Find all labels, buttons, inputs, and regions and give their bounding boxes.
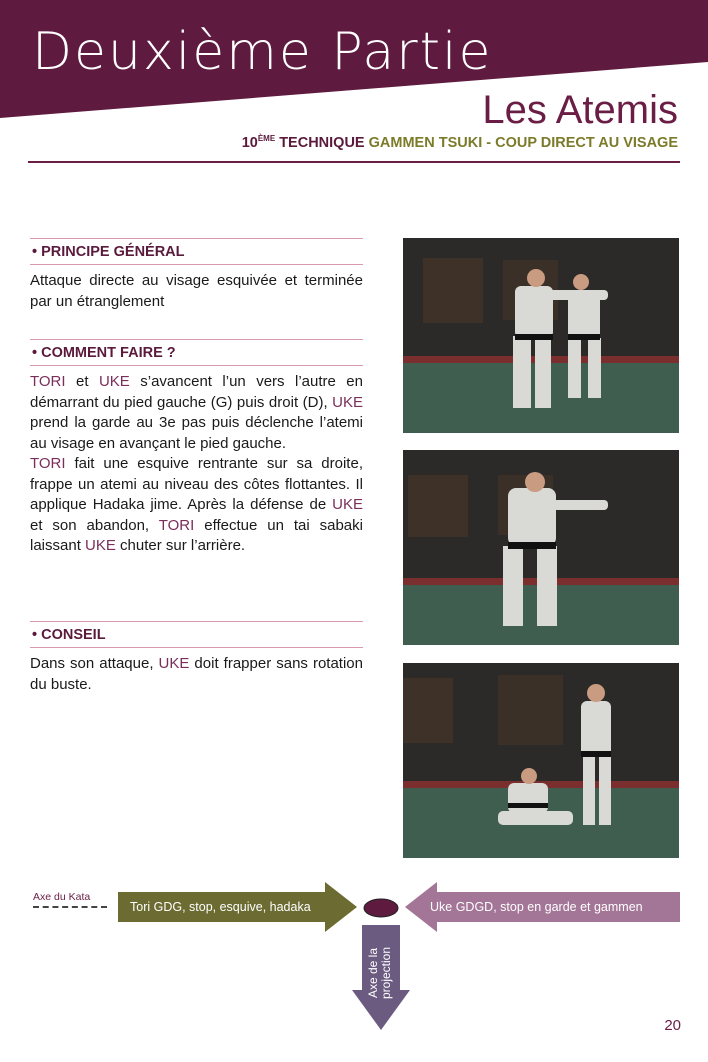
photo-uke-falls-back	[403, 663, 679, 858]
photo-choke-hadaka-jime	[403, 450, 679, 645]
section-heading: • PRINCIPE GÉNÉRAL	[30, 238, 363, 265]
center-marker	[364, 899, 398, 917]
name-uke: UKE	[98, 373, 130, 390]
kata-axis-label: Axe du Kata	[33, 891, 91, 903]
section-title: Les Atemis	[482, 88, 678, 132]
section-body: Attaque directe au visage esquivée et terminée par un étranglement	[30, 272, 363, 310]
photo-attack-stance	[403, 238, 679, 433]
header-rule	[28, 161, 680, 163]
name-uke: UKE	[85, 537, 116, 554]
section-conseil	[30, 621, 363, 695]
section-heading: • COMMENT FAIRE ?	[30, 339, 363, 366]
section-comment-faire	[30, 339, 363, 557]
projection-label: Axe de la projection	[366, 946, 393, 1000]
name-uke: UKE	[332, 393, 363, 411]
section-heading: • CONSEIL	[30, 621, 363, 648]
name-uke: UKE	[332, 496, 363, 513]
section-body: TORI et UKE s’avancent l’un vers l’autre en démarrant du pied gauche (G) puis droit (D), UKE prend la garde au 3e pas puis déclenche l’atemi au visage en avançant le pied gauche. TORI fait une esquive rentrante sur sa droite, frappe un atemi au niveau des côtes flottantes. Il applique Hadaka jime. Après la défense de UKE et son abandon, TORI effectue un tai sabaki laissant UKE chuter sur l’arrière.	[30, 373, 363, 554]
technique-subtitle	[242, 134, 678, 151]
part-title: Deuxième Partie	[32, 22, 493, 82]
section-principe	[30, 238, 363, 312]
technique-suffix: ÈME	[257, 134, 276, 143]
name-uke: UKE	[158, 655, 190, 672]
name-tori: TORI	[158, 516, 195, 534]
uke-arrow-label: Uke GDGD, stop en garde et gammen	[430, 900, 643, 914]
technique-number: 10	[241, 134, 258, 151]
name-tori: TORI	[30, 373, 66, 390]
technique-word: TECHNIQUE	[279, 134, 365, 151]
tori-arrow-label: Tori GDG, stop, esquive, hadaka	[130, 900, 311, 914]
name-tori: TORI	[30, 455, 66, 472]
section-body: Dans son attaque, UKE doit frapper sans rotation du buste.	[30, 655, 363, 693]
technique-name: GAMMEN TSUKI - COUP DIRECT AU VISAGE	[368, 134, 678, 151]
page-number: 20	[664, 1017, 681, 1034]
